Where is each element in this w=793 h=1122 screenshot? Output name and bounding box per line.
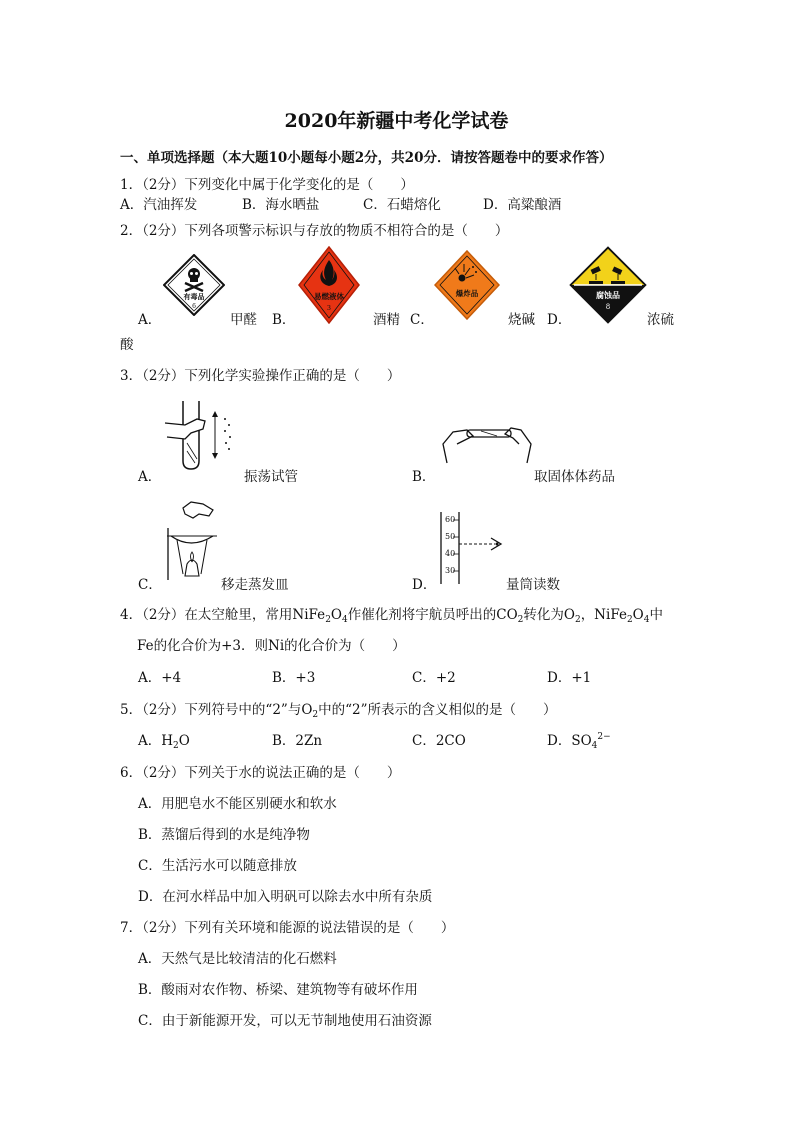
q5-option-c: C．2CO bbox=[412, 733, 466, 749]
q7-option-b: B．酸雨对农作物、桥梁、建筑物等有破坏作用 bbox=[138, 982, 418, 998]
question-1-stem: 1．（2分）下列变化中属于化学变化的是（ ） bbox=[120, 177, 414, 193]
q1-option-c: C．石蜡熔化 bbox=[363, 197, 441, 213]
q3-label-d: D． bbox=[412, 577, 437, 593]
q2-wrap-text: 酸 bbox=[120, 337, 134, 353]
q7-option-a: A．天然气是比较清洁的化石燃料 bbox=[138, 951, 337, 967]
explosive-sign-text: 爆炸品 bbox=[455, 289, 479, 298]
flammable-sign-number: 3 bbox=[326, 304, 332, 312]
q2-substance-a: 甲醛 bbox=[230, 312, 257, 328]
toxic-warning-sign bbox=[163, 254, 225, 316]
q3-label-b: B． bbox=[412, 469, 436, 485]
question-3-stem: 3．（2分）下列化学实验操作正确的是（ ） bbox=[120, 368, 401, 384]
page-title: 2020年新疆中考化学试卷 bbox=[284, 110, 509, 132]
toxic-sign-number: 6 bbox=[192, 303, 196, 310]
q1-option-a: A．汽油挥发 bbox=[120, 197, 198, 213]
q6-option-a: A．用肥皂水不能区别硬水和软水 bbox=[138, 796, 337, 812]
take-solid-drug-figure bbox=[437, 408, 537, 468]
q6-option-c: C．生活污水可以随意排放 bbox=[138, 858, 297, 874]
q2-substance-c: 烧碱 bbox=[508, 312, 535, 328]
q2-label-c: C． bbox=[410, 312, 434, 328]
toxic-sign-text: 有毒品 bbox=[183, 292, 205, 301]
q6-option-b: B．蒸馏后得到的水是纯净物 bbox=[138, 827, 310, 843]
q5-option-a: A．$H_2O$ bbox=[138, 733, 190, 751]
q4-stem-prefix: 4．（2分）在太空舱里，常用NiFe bbox=[120, 607, 326, 623]
q2-label-b: B． bbox=[272, 312, 296, 328]
corrosive-sign-number: 8 bbox=[605, 303, 611, 311]
q1-option-d: D．高粱酿酒 bbox=[483, 197, 562, 213]
corrosive-sign-text: 腐蚀品 bbox=[596, 290, 620, 300]
question-4-stem: 4．（2分）在太空舱里，常用$NiFe_2O_4$作催化剂将宇航员呼出的$CO_2$转化为$O_2$，$NiFe_2O_4$中 bbox=[120, 607, 663, 625]
question-7-stem: 7．（2分）下列有关环境和能源的说法错误的是（ ） bbox=[120, 920, 455, 936]
q4-option-a: A．+4 bbox=[138, 670, 182, 686]
q4-option-d: D．+1 bbox=[547, 670, 592, 686]
move-evaporating-dish-figure bbox=[163, 500, 223, 586]
measuring-cylinder-figure bbox=[437, 508, 517, 586]
section-heading: 一、单项选择题（本大题10小题每小题2分，共20分．请按答题卷中的要求作答） bbox=[120, 150, 613, 166]
q4-option-b: B．+3 bbox=[272, 670, 316, 686]
q5-stem-b: 中的“2”所表示的含义相似的是（ ） bbox=[318, 702, 557, 718]
q3-caption-a: 振荡试管 bbox=[244, 469, 298, 485]
q2-substance-b: 酒精 bbox=[373, 312, 400, 328]
question-4-line2: Fe的化合价为+3．则Ni的化合价为（ ） bbox=[137, 638, 406, 654]
explosive-sign bbox=[434, 250, 500, 320]
flammable-sign-text: 易燃液体 bbox=[314, 292, 344, 301]
q2-label-d: D． bbox=[547, 312, 572, 328]
question-2-stem: 2．（2分）下列各项警示标识与存放的物质不相符合的是（ ） bbox=[120, 223, 509, 239]
q3-label-a: A． bbox=[138, 469, 162, 485]
q3-caption-b: 取固体体药品 bbox=[534, 469, 615, 485]
flammable-liquid-sign bbox=[298, 246, 360, 324]
q1-option-b: B．海水晒盐 bbox=[242, 197, 320, 213]
q3-caption-d: 量筒读数 bbox=[506, 577, 560, 593]
question-6-stem: 6．（2分）下列关于水的说法正确的是（ ） bbox=[120, 765, 401, 781]
cylinder-tick-60: 60 bbox=[445, 515, 456, 524]
q5-stem-a: 5．（2分）下列符号中的“2”与O bbox=[120, 702, 313, 718]
q3-caption-c: 移走蒸发皿 bbox=[221, 577, 289, 593]
q5-option-b: B．2Zn bbox=[272, 733, 323, 749]
q4-option-c: C．+2 bbox=[412, 670, 456, 686]
question-5-stem: 5．（2分）下列符号中的“2”与$O_2$中的“2”所表示的含义相似的是（ ） bbox=[120, 702, 557, 720]
q5-option-d: D．$SO_4^{2-}$ bbox=[547, 732, 611, 751]
q2-substance-d: 浓硫 bbox=[647, 312, 674, 328]
cylinder-tick-30: 30 bbox=[445, 566, 456, 575]
q7-option-c: C．由于新能源开发，可以无节制地使用石油资源 bbox=[138, 1013, 432, 1029]
q3-label-c: C． bbox=[138, 577, 162, 593]
corrosive-sign bbox=[569, 246, 647, 324]
cylinder-tick-50: 50 bbox=[445, 532, 456, 541]
q6-option-d: D．在河水样品中加入明矾可以除去水中所有杂质 bbox=[138, 889, 433, 905]
cylinder-tick-40: 40 bbox=[445, 549, 456, 558]
q2-label-a: A． bbox=[138, 312, 162, 328]
shaking-test-tube-figure bbox=[163, 399, 245, 471]
